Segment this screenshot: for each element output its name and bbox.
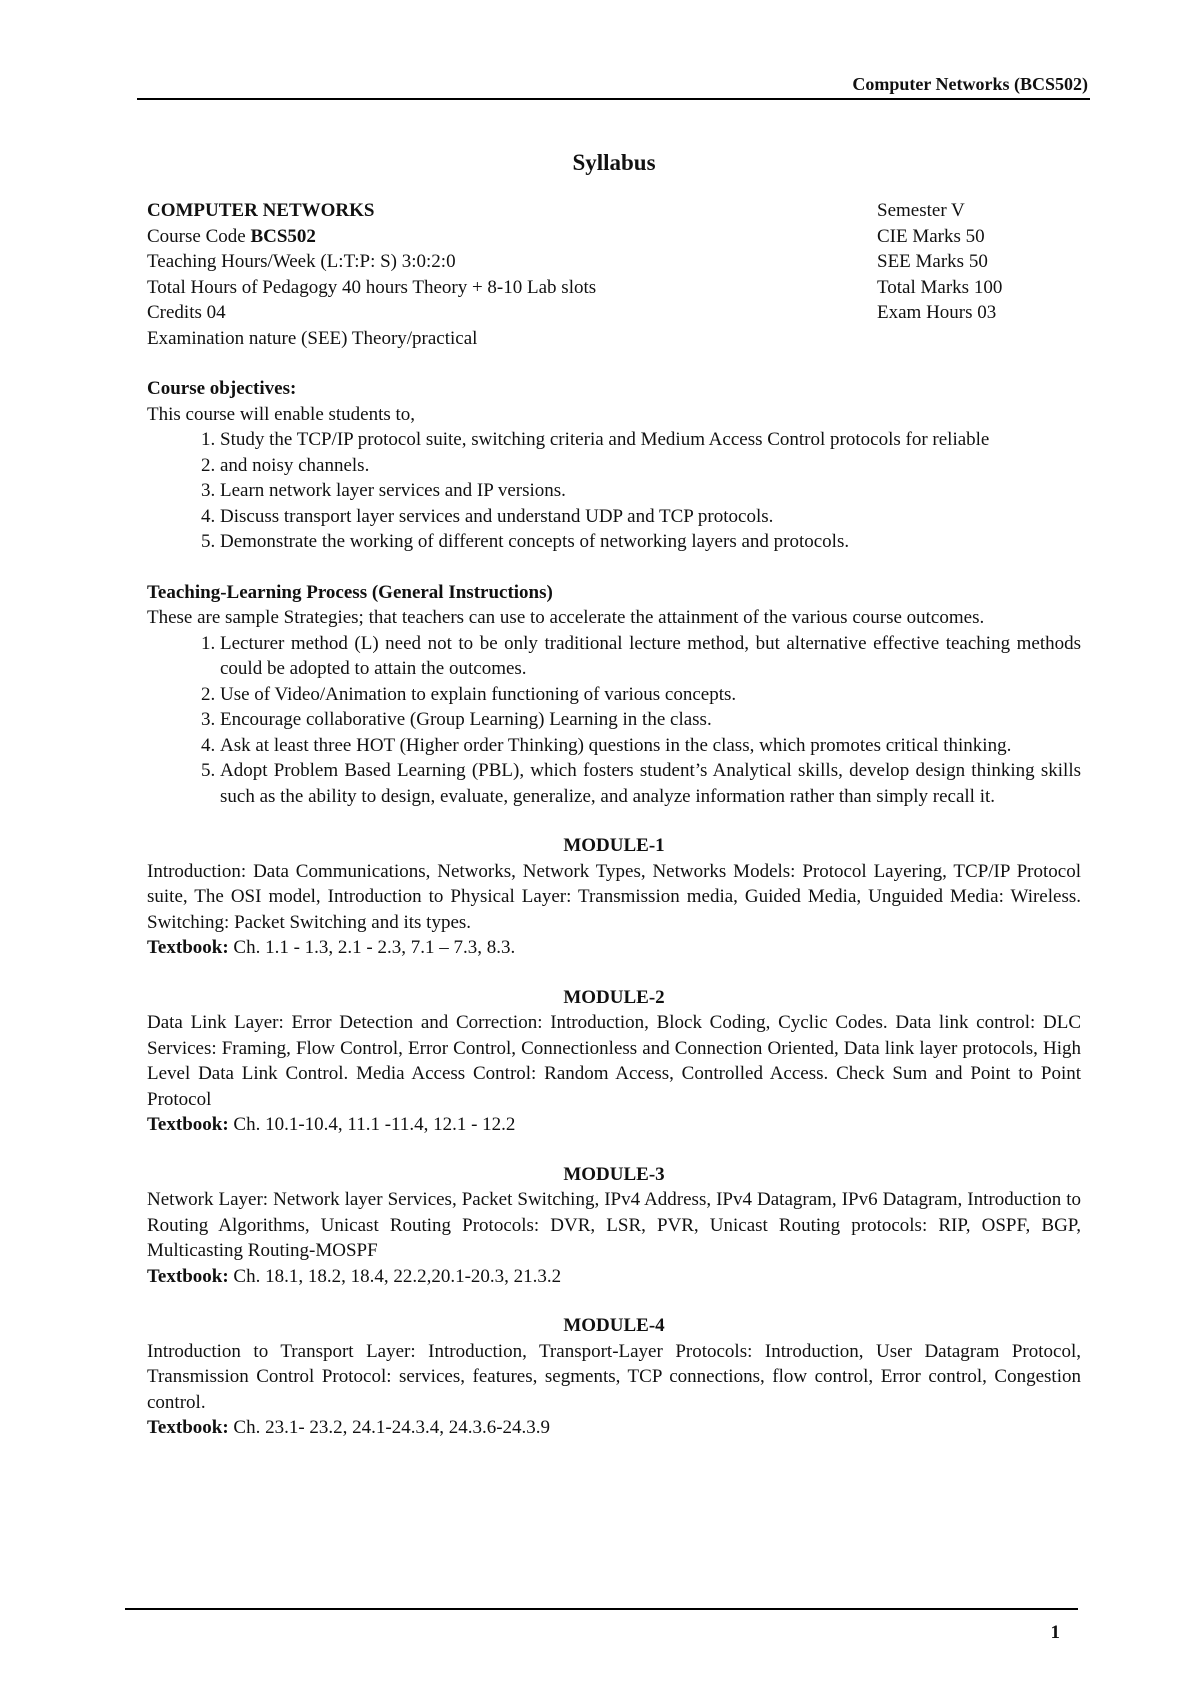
textbook-label: Textbook: [147, 1417, 229, 1438]
cie-marks: CIE Marks 50 [877, 225, 985, 247]
module-body: Data Link Layer: Error Detection and Correction: Introduction, Block Coding, Cyclic Codes. Data link control: DLC Services: Framing, Flow Control, Error Control, Connectionless and Connection Oriented, Data link layer protocols, High Level Data Link Control. Media Access Control: Random Access, Controlled Access. Check Sum and Point to Point Protocol [147, 1012, 1081, 1110]
total-hours: Total Hours of Pedagogy 40 hours Theory + 8-10 Lab slots [147, 276, 597, 298]
total-marks: Total Marks 100 [877, 276, 1003, 298]
page-content [147, 148, 1081, 1441]
see-marks: SEE Marks 50 [877, 251, 988, 272]
teaching-hours: Teaching Hours/Week (L:T:P: S) 3:0:2:0 [147, 251, 456, 272]
list-item: 2. and noisy channels. [220, 453, 1081, 479]
list-item: 3. Learn network layer services and IP versions. [220, 478, 1081, 504]
textbook-label: Textbook: [147, 1114, 229, 1135]
course-info [147, 198, 1081, 351]
course-code-row [147, 224, 847, 250]
objectives-heading: Course objectives: [147, 378, 297, 399]
module-body: Introduction: Data Communications, Networks, Network Types, Networks Models: Protocol Layering, TCP/IP Protocol suite, The OSI model, Introduction to Physical Layer: Transmission media, Guided Media, Unguided Media: Wireless. Switching: Packet Switching and its types. [147, 860, 1081, 933]
module-title: MODULE-4 [563, 1315, 665, 1336]
objectives-intro: This course will enable students to, [147, 403, 416, 425]
module-2 [147, 985, 1081, 1138]
credits: Credits 04 [147, 302, 226, 323]
course-info-left [147, 198, 847, 351]
course-code-value: BCS502 [250, 225, 316, 247]
course-name: COMPUTER NETWORKS [147, 200, 375, 221]
list-item: 2. Use of Video/Animation to explain functioning of various concepts. [220, 682, 1081, 708]
textbook-refs: Ch. 1.1 - 1.3, 2.1 - 2.3, 7.1 – 7.3, 8.3. [228, 937, 516, 958]
course-code-label: Course Code [147, 225, 251, 247]
module-title: MODULE-2 [563, 986, 665, 1008]
teaching-heading: Teaching-Learning Process (General Instructions) [147, 581, 553, 603]
header-rule [137, 98, 1090, 100]
course-info-right [877, 198, 1002, 326]
list-item: 5. Adopt Problem Based Learning (PBL), which fosters student’s Analytical skills, develop design thinking skills such as the ability to design, evaluate, generalize, and analyze information rather than simply recall it. [220, 758, 1081, 809]
textbook-refs: Ch. 23.1- 23.2, 24.1-24.3.4, 24.3.6-24.3.9 [228, 1417, 551, 1438]
textbook-label: Textbook: [147, 937, 229, 958]
module-3 [147, 1162, 1081, 1290]
textbook-refs: Ch. 10.1-10.4, 11.1 -11.4, 12.1 - 12.2 [228, 1114, 516, 1135]
module-body: Network Layer: Network layer Services, Packet Switching, IPv4 Address, IPv4 Datagram, IPv6 Datagram, Introduction to Routing Algorithms, Unicast Routing Protocols: DVR, LSR, PVR, Unicast Routing protocols: RIP, OSPF, BGP, Multicasting Routing-MOSPF [147, 1189, 1081, 1261]
list-item: 1. Lecturer method (L) need not to be only traditional lecture method, but alternative effective teaching methods could be adopted to attain the outcomes. [220, 631, 1081, 682]
module-4 [147, 1313, 1081, 1441]
module-title: MODULE-1 [563, 835, 665, 856]
exam-hours: Exam Hours 03 [877, 302, 997, 323]
list-item: 3. Encourage collaborative (Group Learning) Learning in the class. [220, 707, 1081, 733]
module-textbook [147, 1112, 1081, 1138]
module-body: Introduction to Transport Layer: Introduction, Transport-Layer Protocols: Introduction, User Datagram Protocol, Transmission Control Protocol: services, features, segments, TCP connections, flow control, Error control, Congestion control. [147, 1340, 1081, 1413]
textbook-refs: Ch. 18.1, 18.2, 18.4, 22.2,20.1-20.3, 21.3.2 [228, 1265, 562, 1287]
module-title: MODULE-3 [563, 1163, 665, 1185]
module-textbook [147, 1264, 1081, 1290]
running-header: Computer Networks (BCS502) [852, 74, 1088, 94]
list-item: 4. Ask at least three HOT (Higher order Thinking) questions in the class, which promotes critical thinking. [220, 733, 1081, 759]
teaching-intro: These are sample Strategies; that teachers can use to accelerate the attainment of the various course outcomes. [147, 607, 985, 628]
module-textbook [147, 935, 1081, 961]
list-item: 1. Study the TCP/IP protocol suite, switching criteria and Medium Access Control protocols for reliable [220, 427, 1081, 453]
page-title: Syllabus [572, 150, 656, 175]
objectives-list [147, 427, 1081, 555]
list-item: 4. Discuss transport layer services and understand UDP and TCP protocols. [220, 504, 1081, 530]
footer-rule [125, 1608, 1078, 1610]
semester: Semester V [877, 200, 965, 221]
list-item: 5. Demonstrate the working of different concepts of networking layers and protocols. [220, 529, 1081, 555]
textbook-label: Textbook: [147, 1265, 229, 1287]
teaching-list [147, 631, 1081, 810]
module-textbook [147, 1415, 1081, 1441]
module-1 [147, 833, 1081, 961]
page-number: 1 [1050, 1622, 1060, 1643]
exam-nature: Examination nature (SEE) Theory/practical [147, 327, 478, 349]
